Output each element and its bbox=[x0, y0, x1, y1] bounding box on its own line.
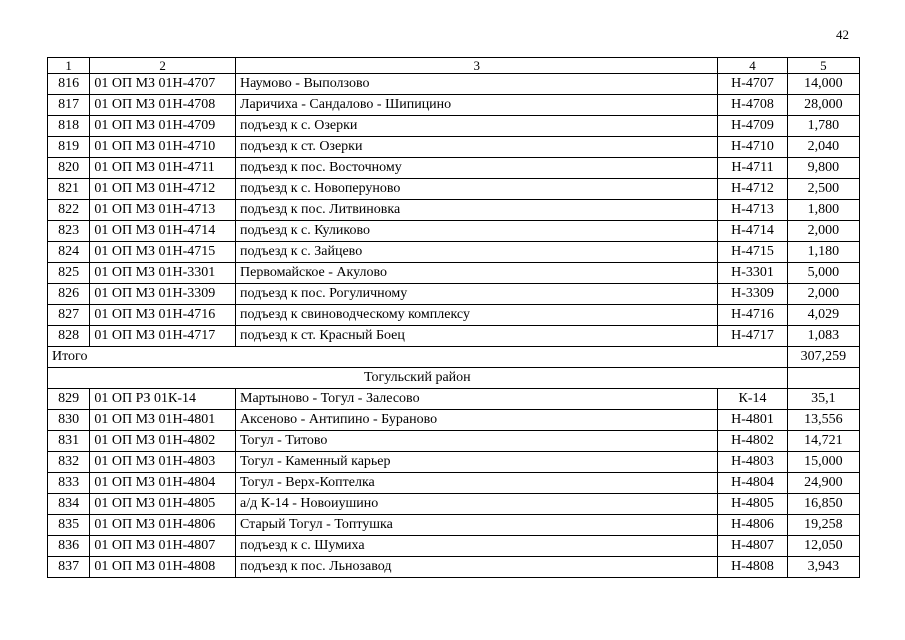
column-header-4: 4 bbox=[718, 58, 787, 74]
road-code: 01 ОП МЗ 01Н-4711 bbox=[90, 158, 236, 179]
district-row bbox=[48, 368, 860, 389]
road-name: Тогул - Каменный карьер bbox=[236, 452, 718, 473]
row-number: 829 bbox=[48, 389, 90, 410]
table-row bbox=[48, 410, 860, 431]
road-code: 01 ОП МЗ 01Н-4805 bbox=[90, 494, 236, 515]
table-body-summary bbox=[48, 347, 860, 389]
road-length: 28,000 bbox=[787, 95, 859, 116]
road-index: Н-4806 bbox=[718, 515, 787, 536]
table-body-before-total bbox=[48, 74, 860, 347]
road-length: 2,040 bbox=[787, 137, 859, 158]
road-name: Ларичиха - Сандалово - Шипицино bbox=[236, 95, 718, 116]
road-index: Н-4714 bbox=[718, 221, 787, 242]
road-name: подъезд к с. Шумиха bbox=[236, 536, 718, 557]
column-header-1: 1 bbox=[48, 58, 90, 74]
road-index: Н-4709 bbox=[718, 116, 787, 137]
table-row bbox=[48, 116, 860, 137]
row-number: 819 bbox=[48, 137, 90, 158]
road-code: 01 ОП МЗ 01Н-4801 bbox=[90, 410, 236, 431]
row-number: 830 bbox=[48, 410, 90, 431]
road-length: 12,050 bbox=[787, 536, 859, 557]
road-code: 01 ОП МЗ 01Н-4710 bbox=[90, 137, 236, 158]
row-number: 818 bbox=[48, 116, 90, 137]
row-number: 820 bbox=[48, 158, 90, 179]
road-length: 1,083 bbox=[787, 326, 859, 347]
road-index: Н-4717 bbox=[718, 326, 787, 347]
road-length: 3,943 bbox=[787, 557, 859, 578]
road-name: подъезд к пос. Льнозавод bbox=[236, 557, 718, 578]
table-row bbox=[48, 452, 860, 473]
road-length: 1,800 bbox=[787, 200, 859, 221]
table-row bbox=[48, 137, 860, 158]
road-index: Н-4804 bbox=[718, 473, 787, 494]
road-code: 01 ОП РЗ 01К-14 bbox=[90, 389, 236, 410]
road-code: 01 ОП МЗ 01Н-4716 bbox=[90, 305, 236, 326]
road-code: 01 ОП МЗ 01Н-4709 bbox=[90, 116, 236, 137]
road-name: подъезд к с. Зайцево bbox=[236, 242, 718, 263]
road-length: 35,1 bbox=[787, 389, 859, 410]
page-number: 42 bbox=[836, 27, 849, 42]
row-number: 833 bbox=[48, 473, 90, 494]
table-row bbox=[48, 95, 860, 116]
table-row bbox=[48, 494, 860, 515]
table-row bbox=[48, 536, 860, 557]
road-code: 01 ОП МЗ 01Н-4715 bbox=[90, 242, 236, 263]
district-title: Тогульский район bbox=[48, 368, 788, 389]
road-code: 01 ОП МЗ 01Н-4713 bbox=[90, 200, 236, 221]
road-code: 01 ОП МЗ 01Н-4804 bbox=[90, 473, 236, 494]
table-row bbox=[48, 263, 860, 284]
road-index: Н-4710 bbox=[718, 137, 787, 158]
row-number: 823 bbox=[48, 221, 90, 242]
table-row bbox=[48, 389, 860, 410]
road-name: а/д К-14 - Новоиушино bbox=[236, 494, 718, 515]
road-code: 01 ОП МЗ 01Н-4708 bbox=[90, 95, 236, 116]
row-number: 821 bbox=[48, 179, 90, 200]
road-name: подъезд к свиноводческому комплексу bbox=[236, 305, 718, 326]
road-name: Наумово - Выползово bbox=[236, 74, 718, 95]
road-length: 14,721 bbox=[787, 431, 859, 452]
road-index: Н-4805 bbox=[718, 494, 787, 515]
road-index: Н-4708 bbox=[718, 95, 787, 116]
column-header-2: 2 bbox=[90, 58, 236, 74]
road-name: подъезд к ст. Озерки bbox=[236, 137, 718, 158]
road-index: Н-4802 bbox=[718, 431, 787, 452]
table-row bbox=[48, 158, 860, 179]
road-index: Н-3301 bbox=[718, 263, 787, 284]
total-row bbox=[48, 347, 860, 368]
road-code: 01 ОП МЗ 01Н-4803 bbox=[90, 452, 236, 473]
road-length: 2,500 bbox=[787, 179, 859, 200]
row-number: 835 bbox=[48, 515, 90, 536]
road-index: Н-4801 bbox=[718, 410, 787, 431]
road-length: 9,800 bbox=[787, 158, 859, 179]
road-code: 01 ОП МЗ 01Н-4712 bbox=[90, 179, 236, 200]
road-length: 14,000 bbox=[787, 74, 859, 95]
district-empty-cell bbox=[787, 368, 859, 389]
row-number: 834 bbox=[48, 494, 90, 515]
road-length: 1,780 bbox=[787, 116, 859, 137]
table-row bbox=[48, 557, 860, 578]
table-row bbox=[48, 221, 860, 242]
road-name: подъезд к пос. Восточному bbox=[236, 158, 718, 179]
road-index: Н-4707 bbox=[718, 74, 787, 95]
road-length: 24,900 bbox=[787, 473, 859, 494]
road-code: 01 ОП МЗ 01Н-4714 bbox=[90, 221, 236, 242]
table-body-after-district bbox=[48, 389, 860, 578]
table-row bbox=[48, 200, 860, 221]
row-number: 826 bbox=[48, 284, 90, 305]
road-length: 1,180 bbox=[787, 242, 859, 263]
table-row bbox=[48, 326, 860, 347]
table-row bbox=[48, 431, 860, 452]
total-label: Итого bbox=[48, 347, 788, 368]
row-number: 828 bbox=[48, 326, 90, 347]
road-name: Тогул - Титово bbox=[236, 431, 718, 452]
table-row bbox=[48, 473, 860, 494]
road-index: К-14 bbox=[718, 389, 787, 410]
road-index: Н-4713 bbox=[718, 200, 787, 221]
road-index: Н-4716 bbox=[718, 305, 787, 326]
road-length: 5,000 bbox=[787, 263, 859, 284]
roads-table bbox=[47, 57, 860, 578]
road-name: подъезд к пос. Литвиновка bbox=[236, 200, 718, 221]
road-length: 13,556 bbox=[787, 410, 859, 431]
row-number: 816 bbox=[48, 74, 90, 95]
road-name: подъезд к с. Новоперуново bbox=[236, 179, 718, 200]
road-index: Н-4712 bbox=[718, 179, 787, 200]
road-code: 01 ОП МЗ 01Н-3301 bbox=[90, 263, 236, 284]
road-name: подъезд к пос. Рогуличному bbox=[236, 284, 718, 305]
table-row bbox=[48, 284, 860, 305]
row-number: 832 bbox=[48, 452, 90, 473]
table-row bbox=[48, 74, 860, 95]
road-code: 01 ОП МЗ 01Н-4717 bbox=[90, 326, 236, 347]
road-name: Тогул - Верх-Коптелка bbox=[236, 473, 718, 494]
road-code: 01 ОП МЗ 01Н-4808 bbox=[90, 557, 236, 578]
table-row bbox=[48, 242, 860, 263]
row-number: 837 bbox=[48, 557, 90, 578]
road-code: 01 ОП МЗ 01Н-4707 bbox=[90, 74, 236, 95]
road-name: Аксеново - Антипино - Бураново bbox=[236, 410, 718, 431]
column-header-3: 3 bbox=[236, 58, 718, 74]
road-length: 2,000 bbox=[787, 221, 859, 242]
table-row bbox=[48, 515, 860, 536]
road-name: подъезд к с. Куликово bbox=[236, 221, 718, 242]
road-name: подъезд к ст. Красный Боец bbox=[236, 326, 718, 347]
row-number: 831 bbox=[48, 431, 90, 452]
row-number: 825 bbox=[48, 263, 90, 284]
road-name: подъезд к с. Озерки bbox=[236, 116, 718, 137]
road-index: Н-4715 bbox=[718, 242, 787, 263]
table-row bbox=[48, 305, 860, 326]
road-code: 01 ОП МЗ 01Н-4807 bbox=[90, 536, 236, 557]
road-length: 4,029 bbox=[787, 305, 859, 326]
row-number: 824 bbox=[48, 242, 90, 263]
road-index: Н-3309 bbox=[718, 284, 787, 305]
road-code: 01 ОП МЗ 01Н-4806 bbox=[90, 515, 236, 536]
road-code: 01 ОП МЗ 01Н-3309 bbox=[90, 284, 236, 305]
row-number: 817 bbox=[48, 95, 90, 116]
table-row bbox=[48, 179, 860, 200]
road-index: Н-4803 bbox=[718, 452, 787, 473]
total-value: 307,259 bbox=[787, 347, 859, 368]
road-index: Н-4711 bbox=[718, 158, 787, 179]
row-number: 822 bbox=[48, 200, 90, 221]
road-length: 16,850 bbox=[787, 494, 859, 515]
row-number: 827 bbox=[48, 305, 90, 326]
column-header-5: 5 bbox=[787, 58, 859, 74]
table-header-row bbox=[48, 58, 860, 74]
road-name: Первомайское - Акулово bbox=[236, 263, 718, 284]
road-length: 19,258 bbox=[787, 515, 859, 536]
road-index: Н-4808 bbox=[718, 557, 787, 578]
road-index: Н-4807 bbox=[718, 536, 787, 557]
road-name: Старый Тогул - Топтушка bbox=[236, 515, 718, 536]
road-length: 2,000 bbox=[787, 284, 859, 305]
road-code: 01 ОП МЗ 01Н-4802 bbox=[90, 431, 236, 452]
road-length: 15,000 bbox=[787, 452, 859, 473]
road-name: Мартыново - Тогул - Залесово bbox=[236, 389, 718, 410]
row-number: 836 bbox=[48, 536, 90, 557]
